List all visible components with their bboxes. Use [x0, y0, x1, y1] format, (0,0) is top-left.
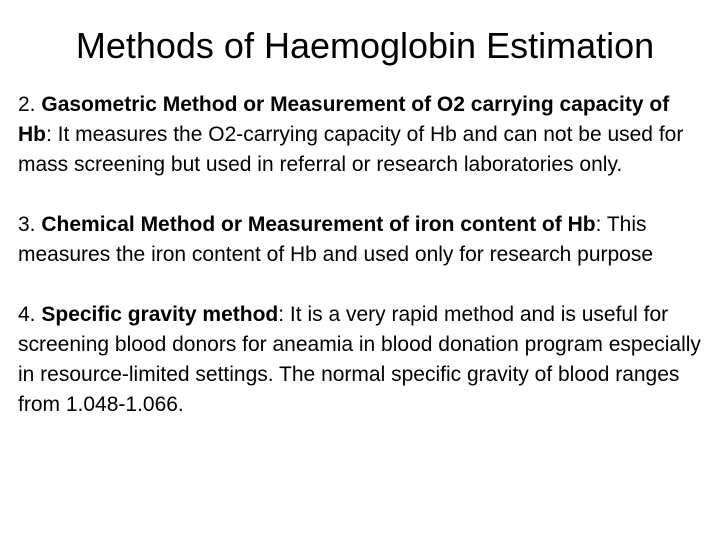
paragraph-text: : It measures the O2-carrying capacity of Hb and can not be used for mass screening but used in referral or research laboratories only. [18, 123, 684, 176]
paragraph-heading: Specific gravity method [41, 303, 279, 326]
paragraph-number: 2. [18, 93, 42, 116]
paragraph-number: 4. [18, 303, 42, 326]
slide-title: Methods of Haemoglobin Estimation [75, 25, 655, 66]
paragraph-chemical-method [18, 210, 708, 270]
slide-body [18, 90, 708, 420]
paragraph-specific-gravity-method [18, 300, 708, 420]
paragraph-number: 3. [18, 213, 42, 236]
paragraph-heading: Chemical Method or Measurement of iron content of Hb [41, 213, 596, 236]
paragraph-gasometric-method [18, 90, 708, 180]
paragraph-text: : This measures the iron content of Hb and used only for research purpose [18, 213, 654, 266]
paragraph-text: : It is a very rapid method and is useful for screening blood donors for aneamia in blood donation program especially in resource-limited settings. The normal specific gravity of blood ranges from 1.048-1.066. [18, 303, 701, 416]
paragraph-heading: Gasometric Method or Measurement of O2 carrying capacity of Hb [18, 93, 670, 146]
